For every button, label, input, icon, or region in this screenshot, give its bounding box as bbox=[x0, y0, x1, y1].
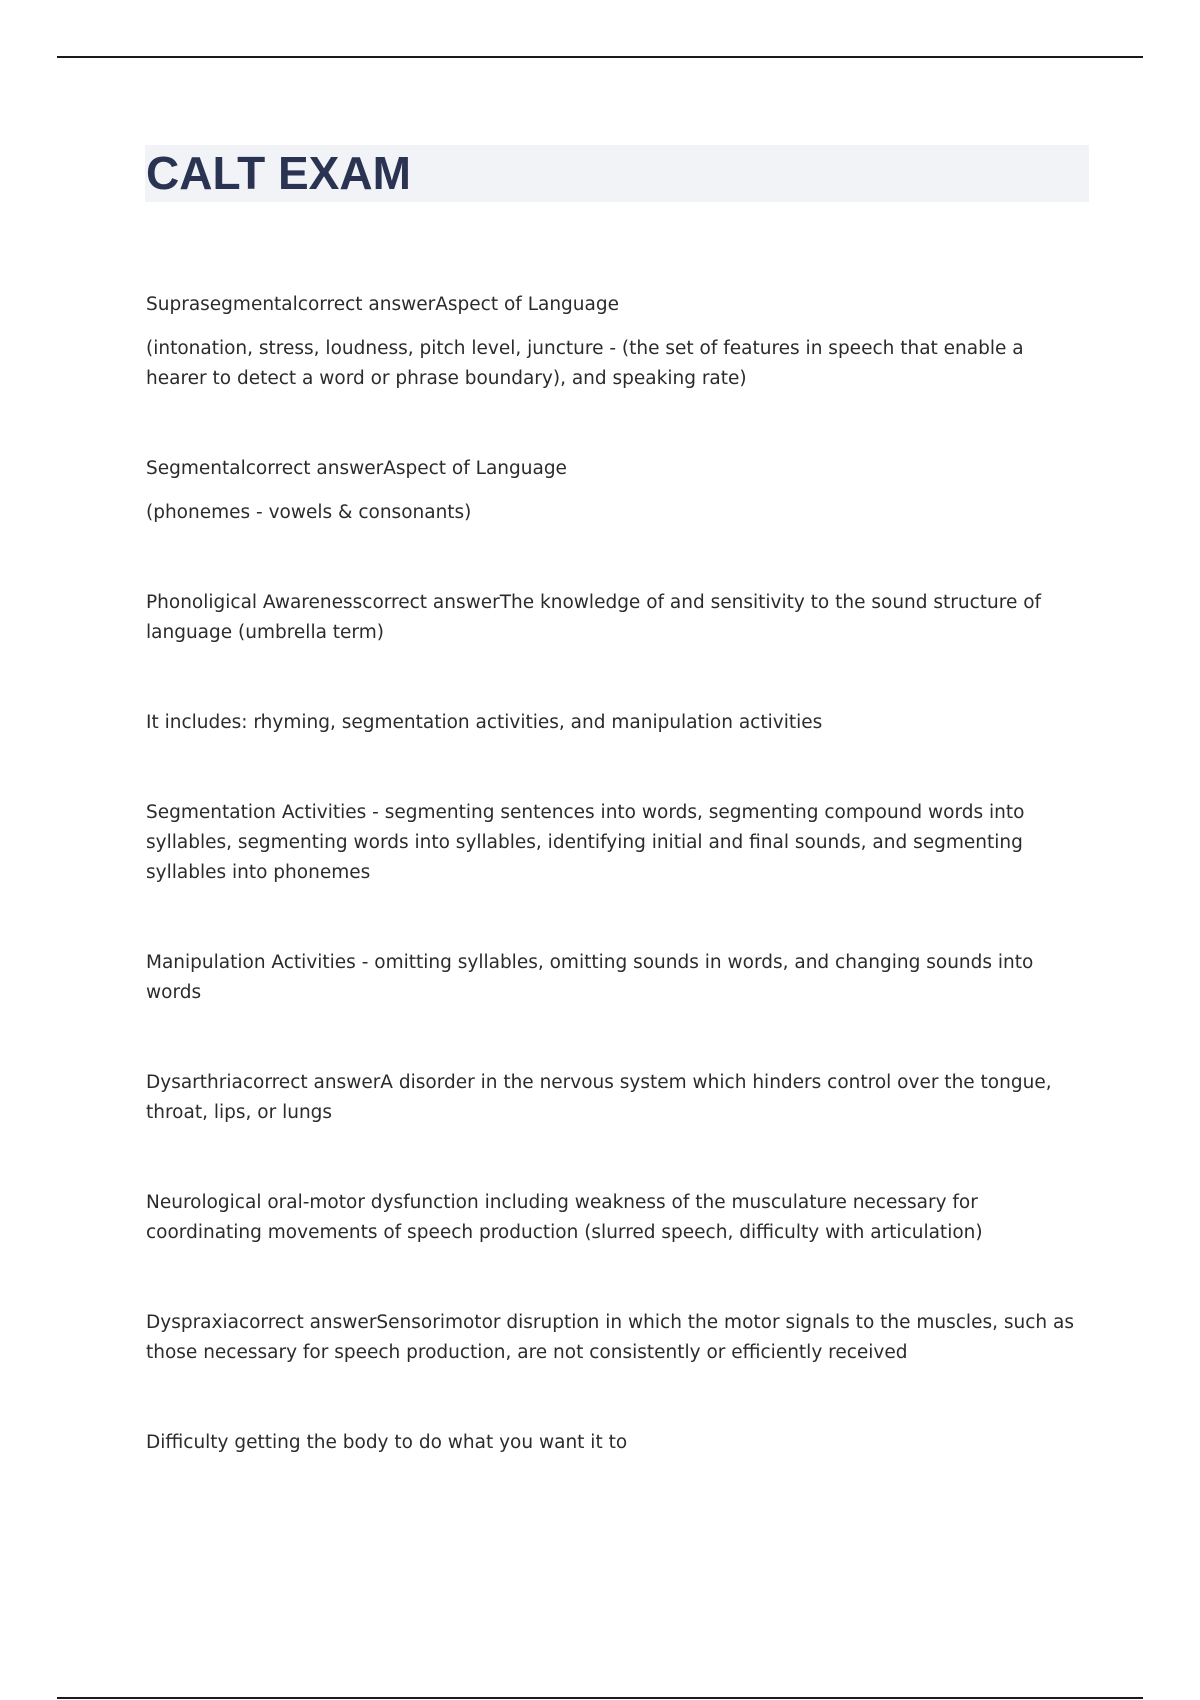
paragraph-manipulation-activities: Manipulation Activities - omitting syllables, omitting sounds in words, and changing sounds into words bbox=[146, 952, 1034, 1003]
paragraph-segmental: Segmentalcorrect answerAspect of Language bbox=[146, 458, 567, 479]
document-title: CALT EXAM bbox=[146, 147, 411, 199]
top-divider bbox=[57, 56, 1143, 58]
paragraph-neurological: Neurological oral-motor dysfunction including weakness of the musculature necessary for coordinating movements of speech production (slurred speech, difficulty with articulation) bbox=[146, 1192, 983, 1243]
paragraph-suprasegmental: Suprasegmentalcorrect answerAspect of Language bbox=[146, 294, 619, 315]
paragraph-dyspraxia: Dyspraxiacorrect answerSensorimotor disruption in which the motor signals to the muscles, such as those necessary for speech production, are not consistently or efficiently received bbox=[146, 1312, 1074, 1363]
paragraph-phonological-awareness: Phonoligical Awarenesscorrect answerThe knowledge of and sensitivity to the sound structure of language (umbrella term) bbox=[146, 592, 1042, 643]
document-body bbox=[146, 290, 1090, 1458]
paragraph-segmental-detail: (phonemes - vowels & consonants) bbox=[146, 502, 472, 523]
paragraph-includes: It includes: rhyming, segmentation activities, and manipulation activities bbox=[146, 712, 823, 733]
paragraph-segmentation-activities: Segmentation Activities - segmenting sentences into words, segmenting compound words into syllables, segmenting words into syllables, identifying initial and final sounds, and segmenting syllables into phonemes bbox=[146, 802, 1025, 883]
bottom-divider bbox=[57, 1697, 1143, 1699]
paragraph-suprasegmental-detail: (intonation, stress, loudness, pitch level, juncture - (the set of features in speech that enable a hearer to detect a word or phrase boundary), and speaking rate) bbox=[146, 338, 1024, 389]
paragraph-difficulty: Difficulty getting the body to do what you want it to bbox=[146, 1432, 628, 1453]
paragraph-dysarthria: Dysarthriacorrect answerA disorder in the nervous system which hinders control over the tongue, throat, lips, or lungs bbox=[146, 1072, 1052, 1123]
